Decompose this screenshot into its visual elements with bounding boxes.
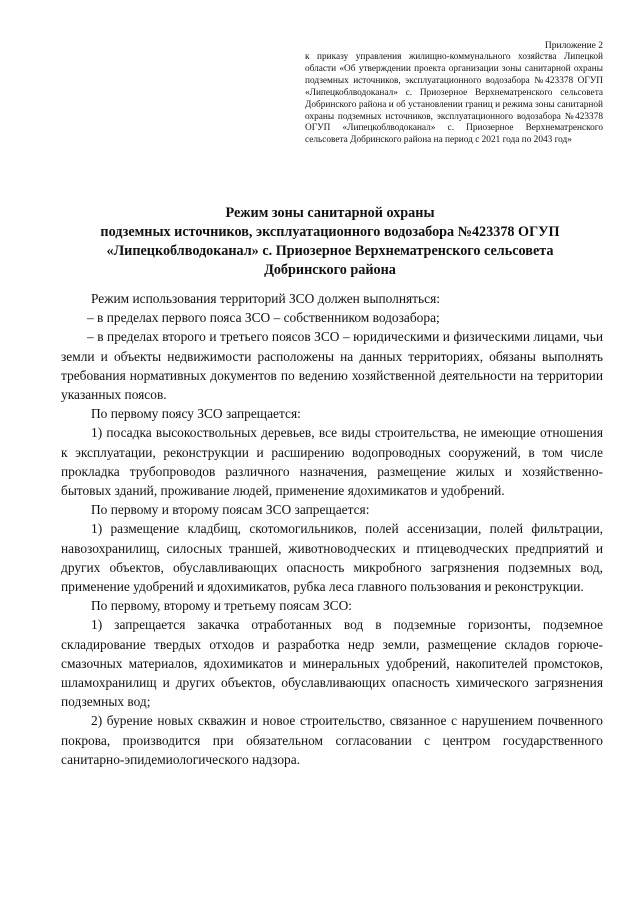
appendix-reference-text: к приказу управления жилищно-коммунального хозяйства Липецкой области «Об утверждении проекта организации зоны санитарной охраны подземных источников, эксплуатационного водозабора №423378 ОГУП «Липецкоблводоканал» с. Приозерное Верхнематренского сельсовета Добринского района и об установлении границ и режима зоны санитарной охраны подземных источников, эксплуатационного водозабора №423378 ОГУП «Липецкоблводоканал» с. Приозерное Верхнематренского сельсовета Добринского района на период с 2021 года по 2043 год» bbox=[305, 52, 603, 146]
belt1-item-1: 1) посадка высокоствольных деревьев, все виды строительства, не имеющие отношения к эксплуатации, реконструкции и расширению водопроводных сооружений, в том числе прокладка трубопроводов различного назначения, размещение жилых и хозяйственно-бытовых зданий, проживание людей, применение ядохимикатов и удобрений. bbox=[61, 425, 603, 499]
appendix-label: Приложение 2 bbox=[544, 41, 603, 51]
belt12-item-1: 1) размещение кладбищ, скотомогильников, полей ассенизации, полей фильтрации, навозохранилищ, силосных траншей, животноводческих и птицеводческих предприятий и других объектов, обуславливающих опасность микробного загрязнения подземных вод, применение удобрений и ядохимикатов, рубка леса главного пользования и реконструкции. bbox=[61, 521, 603, 595]
title-line-3: «Липецкоблводоканал» с. Приозерное Верхнематренского сельсовета bbox=[106, 243, 554, 259]
document-body bbox=[61, 289, 603, 769]
dash-item-second-third-belts: – в пределах второго и третьего поясов ЗСО – юридическими и физическими лицами, чьи земли и объекты недвижимости расположены на данных территориях, обязаны выполнять требования нормативных документов по ведению хозяйственной деятельности на территории указанных поясов. bbox=[61, 329, 603, 403]
document-title bbox=[60, 204, 600, 280]
title-line-1: Режим зоны санитарной охраны bbox=[225, 205, 435, 221]
title-line-4: Добринского района bbox=[264, 262, 396, 278]
belt123-item-2: 2) бурение новых скважин и новое строительство, связанное с нарушением почвенного покрова, производится при обязательном согласовании с центром государственного санитарно-эпидемиологического надзора. bbox=[61, 713, 603, 767]
title-line-2: подземных источников, эксплуатационного водозабора №423378 ОГУП bbox=[100, 224, 560, 240]
belt123-item-1: 1) запрещается закачка отработанных вод в подземные горизонты, подземное складирование твердых отходов и разработка недр земли, размещение складов горюче-смазочных материалов, ядохимикатов и минеральных удобрений, накопителей промстоков, шламохранилищ и других объектов, обуславливающих опасность химического загрязнения подземных вод; bbox=[61, 617, 603, 710]
intro-paragraph: Режим использования территорий ЗСО должен выполняться: bbox=[91, 291, 440, 306]
dash-item-first-belt: – в пределах первого пояса ЗСО – собственником водозабора; bbox=[87, 310, 440, 326]
belt12-heading: По первому и второму поясам ЗСО запрещается: bbox=[91, 502, 370, 518]
belt123-heading: По первому, второму и третьему поясам ЗСО: bbox=[91, 598, 352, 614]
belt1-heading: По первому поясу ЗСО запрещается: bbox=[91, 406, 301, 422]
